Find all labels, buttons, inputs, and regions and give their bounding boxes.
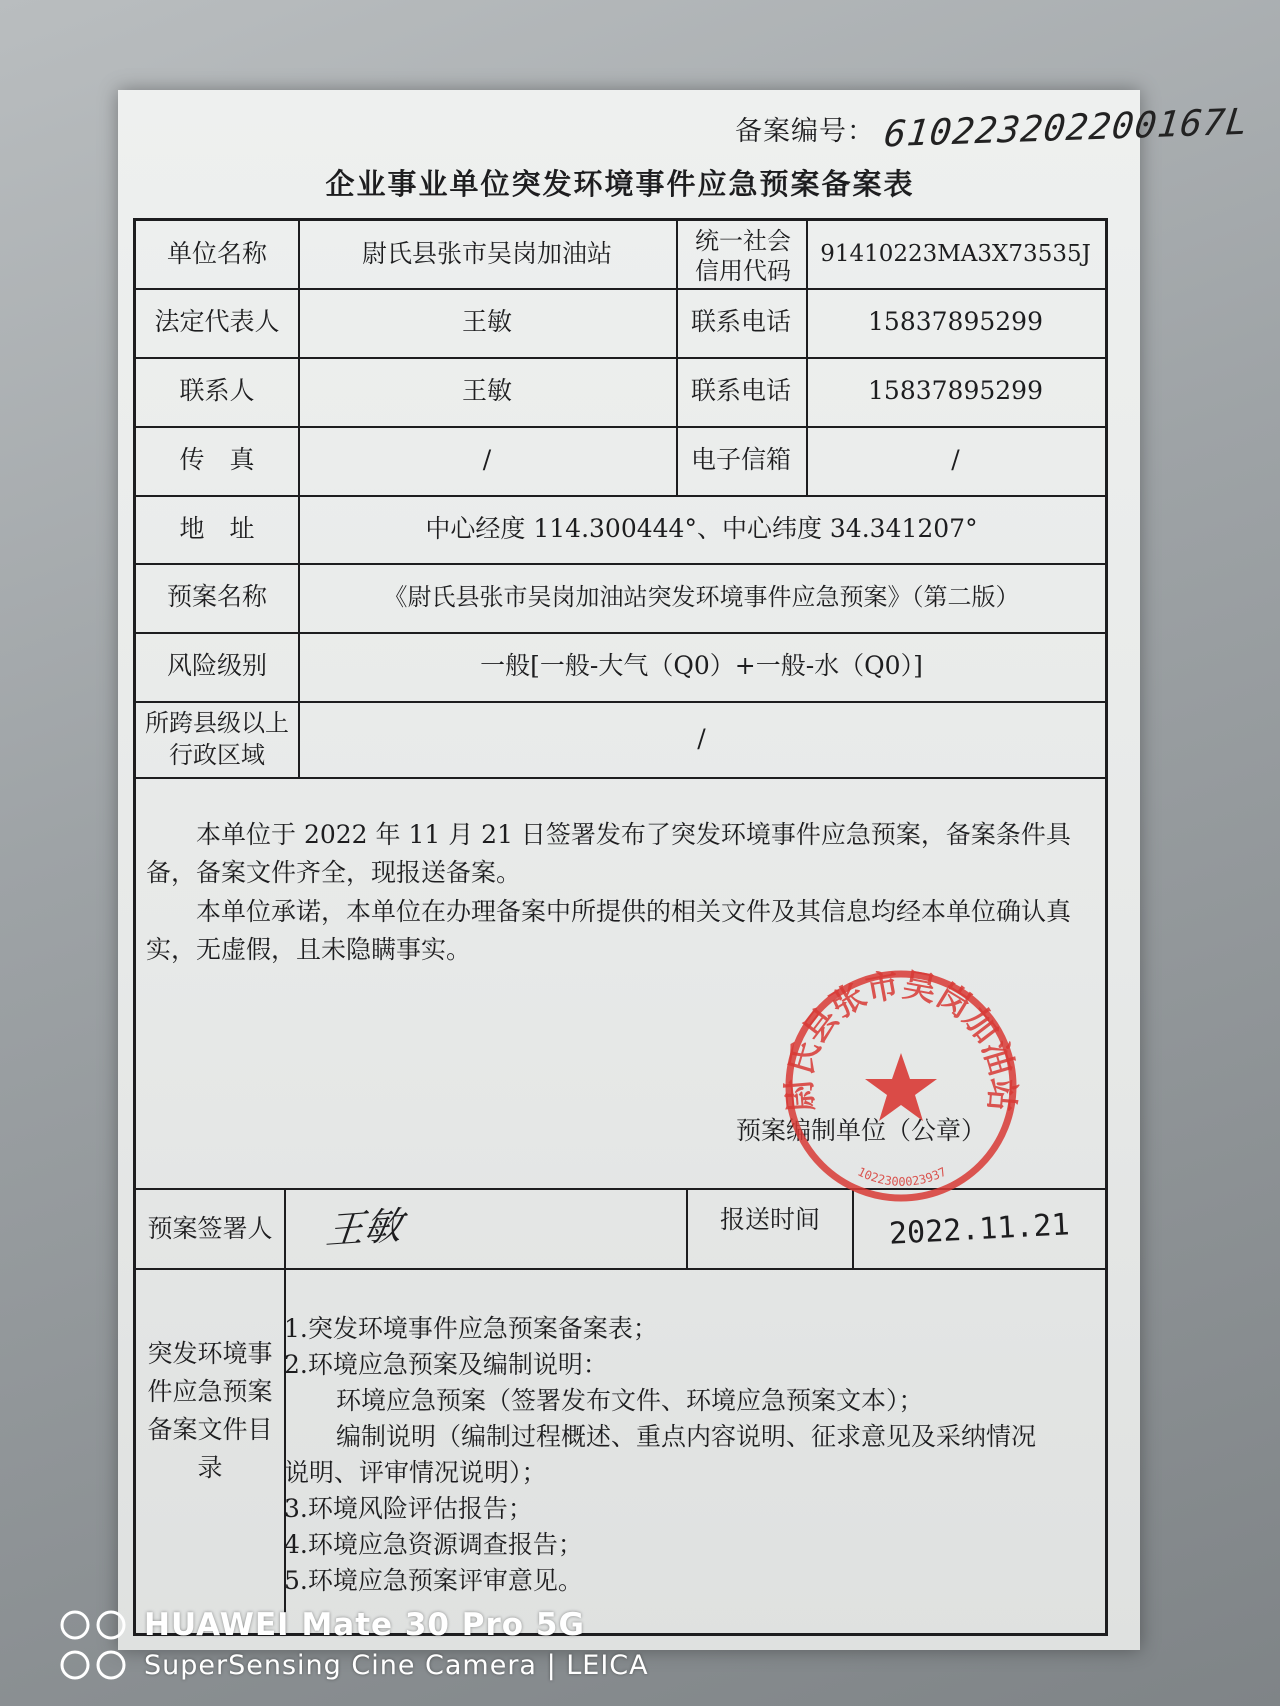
leica-rings-icon [58, 1647, 130, 1683]
legal-rep-label: 法定代表人 [154, 307, 280, 337]
cross-region-label: 所跨县级以上行政区域 [145, 709, 289, 769]
contact-phone-value: 15837895299 [868, 376, 1043, 406]
appendix-item: 5.环境应急预案评审意见。 [284, 1566, 583, 1595]
signer-label: 预案签署人 [147, 1213, 273, 1243]
signer-signature-text: 王敏 [323, 1203, 405, 1254]
camera-model-text: HUAWEI Mate 30 Pro 5G [144, 1607, 585, 1643]
unit-name-value: 尉氏县张市吴岗加油站 [361, 239, 612, 269]
risk-level-value: 一般[一般-大气（Q0）+一般-水（Q0）] [480, 651, 923, 681]
svg-text:1022300023937 [855, 1165, 948, 1189]
submit-time-value [854, 1190, 1105, 1268]
credit-code-value: 91410223MA3X73535J [820, 240, 1091, 267]
company-seal [776, 961, 1026, 1211]
contact-phone-label: 联系电话 [690, 376, 791, 406]
leica-rings-icon [58, 1607, 130, 1643]
appendix-list [284, 1311, 1094, 1599]
fax-value: / [482, 445, 492, 475]
fax-label: 传 真 [179, 445, 255, 475]
address-label: 地 址 [179, 513, 255, 543]
contact-value: 王敏 [461, 376, 512, 406]
appendix-item: 4.环境应急资源调查报告； [284, 1530, 583, 1559]
appendix-item: 3.环境风险评估报告； [284, 1494, 533, 1523]
seal-label: 预案编制单位（公章） [736, 1115, 987, 1145]
legal-rep-value: 王敏 [461, 307, 512, 337]
address-value: 中心经度 114.300444°、中心纬度 34.341207° [425, 513, 978, 543]
unit-name-label: 单位名称 [166, 239, 267, 269]
appendix-item: 2.环境应急预案及编制说明： [284, 1350, 608, 1379]
seal-ring-text: 尉氏县张市吴岗加油站 [779, 964, 1023, 1113]
filing-number [735, 101, 1251, 156]
signer-signature [286, 1190, 686, 1268]
camera-watermark [58, 1605, 649, 1685]
submit-time-label: 报送时间 [719, 1204, 820, 1234]
seal-star-icon [865, 1053, 937, 1121]
cross-region-value: / [697, 723, 706, 753]
credit-code-label: 统一社会信用代码 [695, 227, 791, 285]
plan-name-value: 《尉氏县张市吴岗加油站突发环境事件应急预案》（第二版） [383, 582, 1020, 611]
appendix-item: 环境应急预案（签署发布文件、环境应急预案文本）； [336, 1386, 924, 1415]
legal-phone-label: 联系电话 [690, 307, 791, 337]
submit-time-text: 2022.11.21 [888, 1206, 1071, 1252]
declaration-paragraph-2: 本单位承诺，本单位在办理备案中所提供的相关文件及其信息均经本单位确认真实，无虚假，且未隐瞒事实。 [146, 897, 1072, 964]
appendix-label: 突发环境事件应急预案备案文件目录 [147, 1339, 273, 1482]
declaration-paragraph-1: 本单位于 2022 年 11 月 21 日签署发布了突发环境事件应急预案，备案条件具备，备案文件齐全，现报送备案。 [146, 820, 1071, 887]
email-value: / [951, 445, 960, 475]
appendix-item: 编制说明（编制过程概述、重点内容说明、征求意见及采纳情况 [336, 1422, 1037, 1451]
plan-name-label: 预案名称 [166, 582, 267, 612]
risk-level-label: 风险级别 [166, 651, 267, 681]
email-label: 电子信箱 [690, 445, 791, 475]
appendix-item: 说明、评审情况说明）； [284, 1458, 547, 1487]
filing-number-label: 备案编号： [735, 116, 875, 147]
appendix-item: 1.突发环境事件应急预案备案表； [284, 1314, 658, 1343]
legal-phone-value: 15837895299 [868, 307, 1043, 337]
filing-form-table [133, 218, 1108, 1636]
seal-code-text: 1022300023937 [855, 1164, 949, 1189]
document-title: 企业事业单位突发环境事件应急预案备案表 [325, 167, 915, 201]
contact-label: 联系人 [179, 376, 255, 406]
filing-number-value: 610223202200167L [882, 101, 1251, 156]
camera-lens-text: SuperSensing Cine Camera | LEICA [144, 1649, 649, 1681]
